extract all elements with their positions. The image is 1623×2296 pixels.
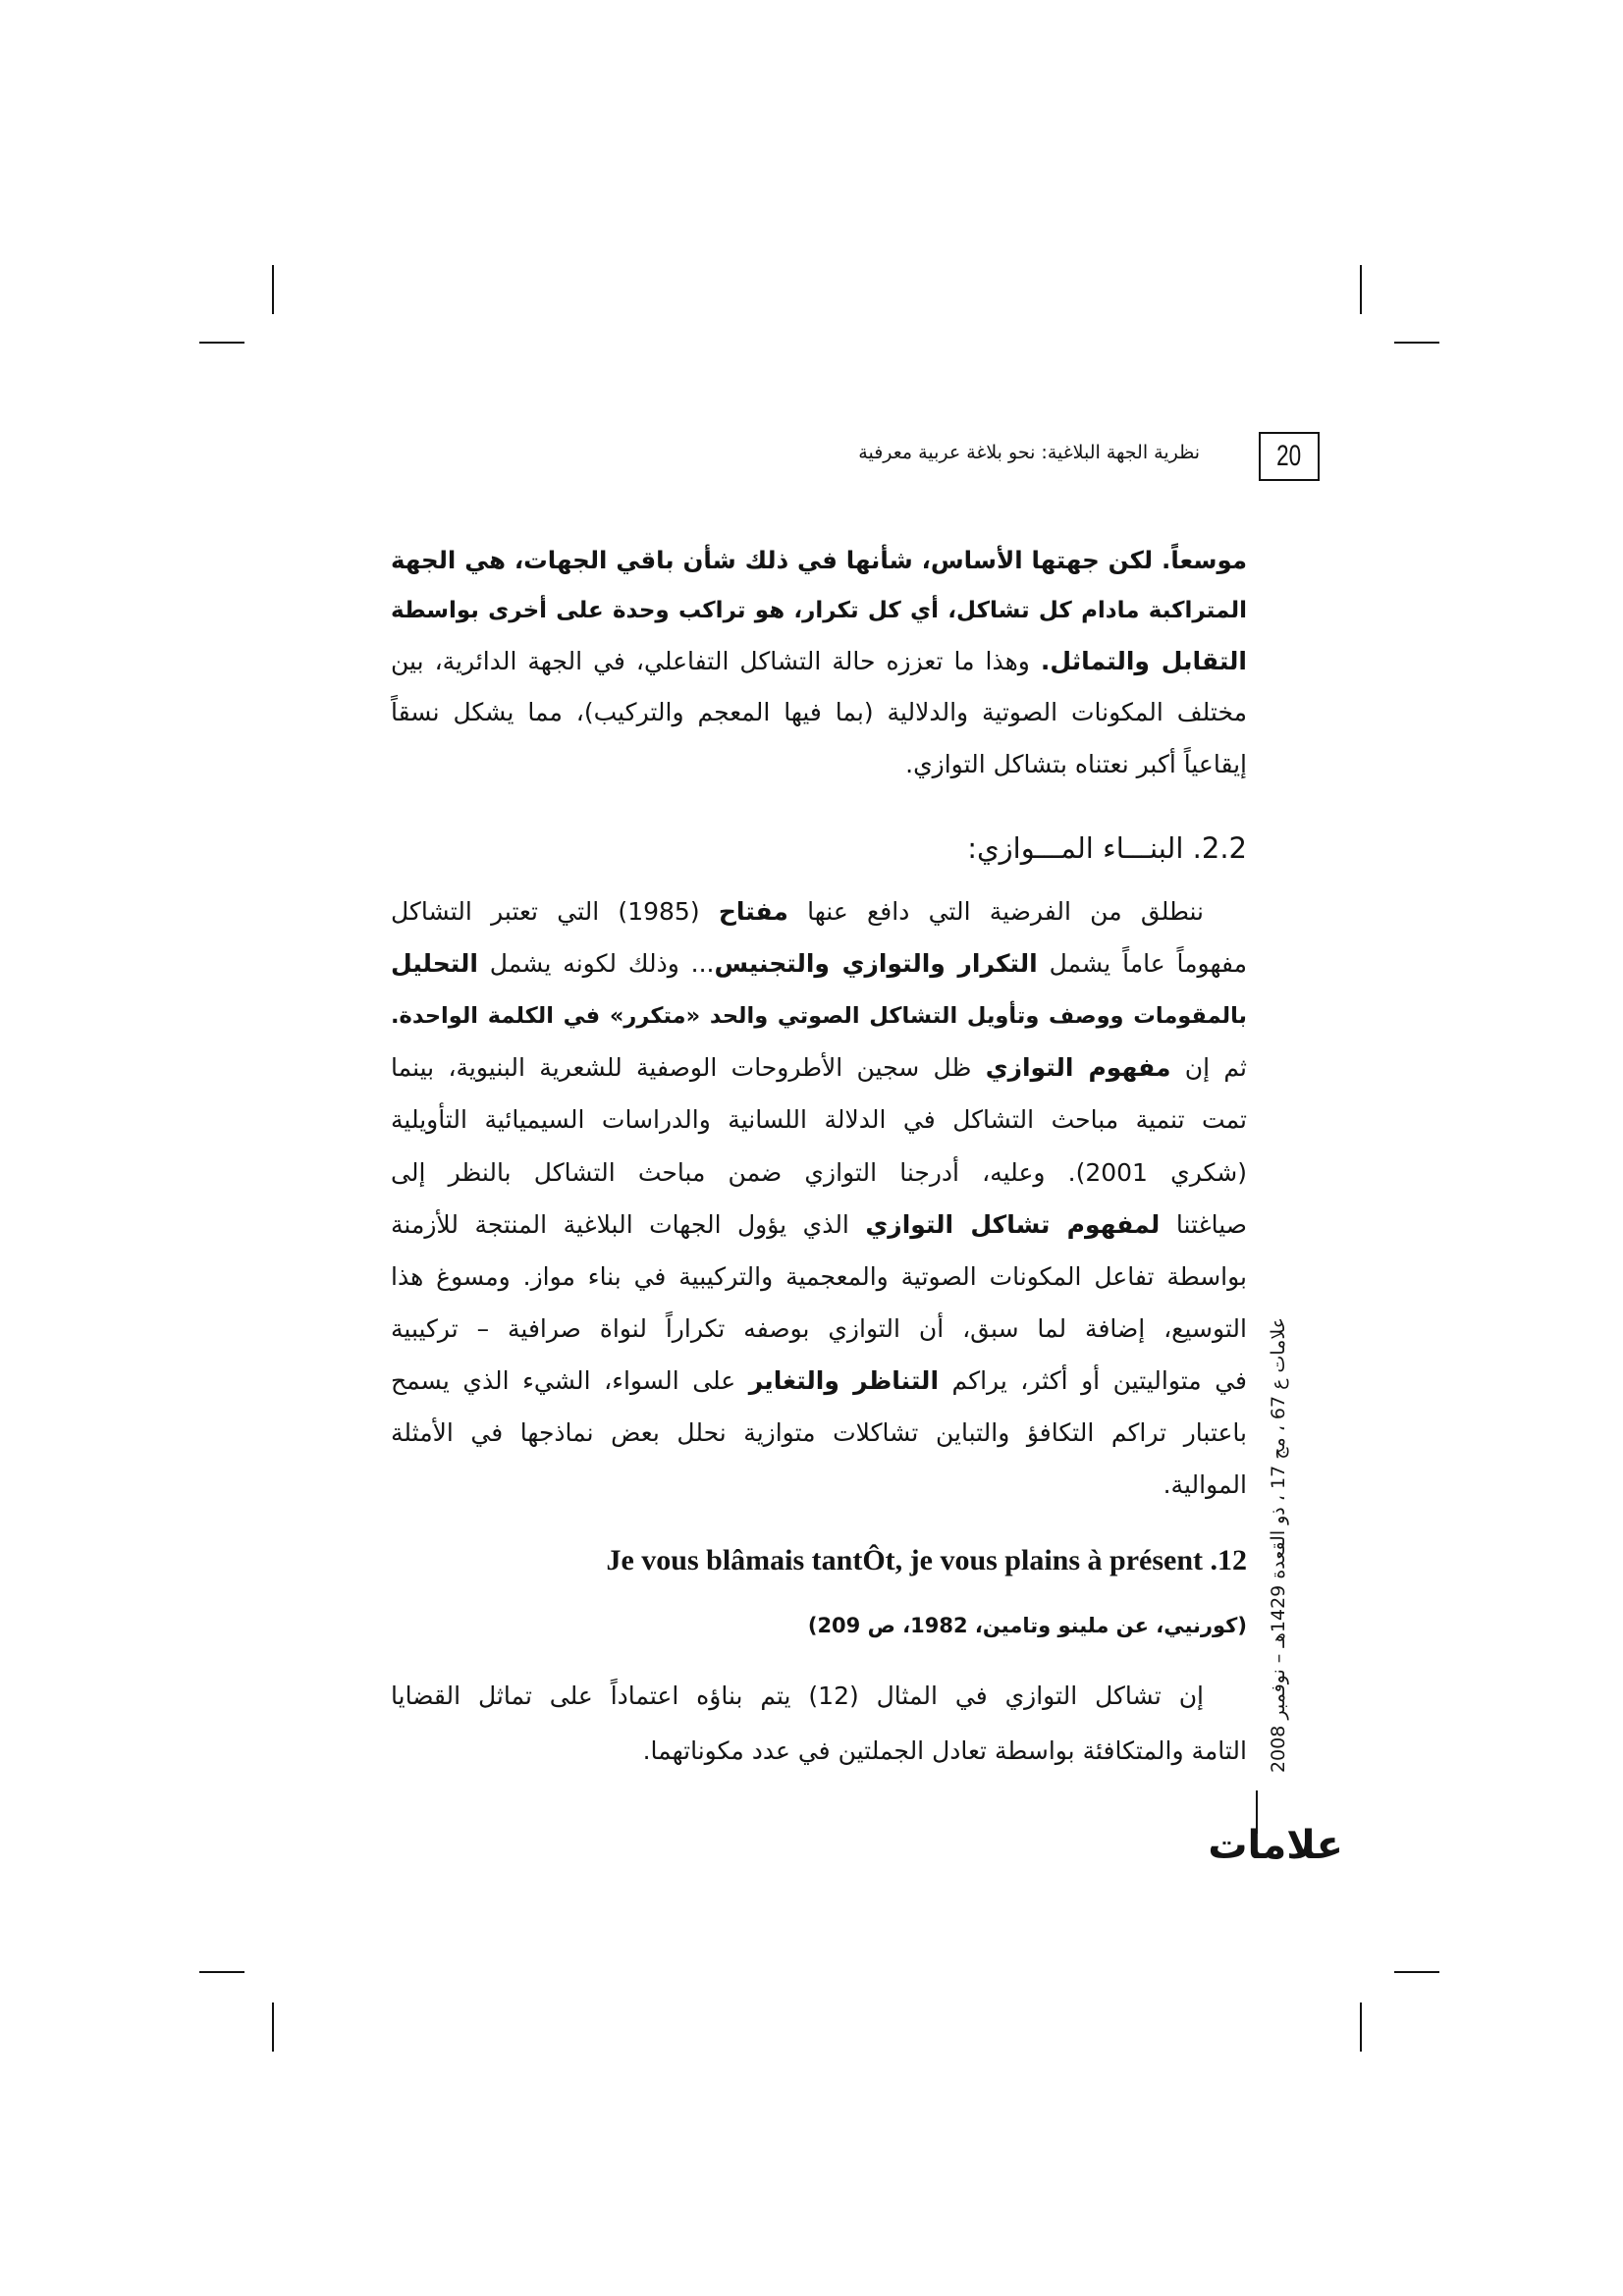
paragraph-2-line-1 (391, 889, 1247, 934)
paragraph-2-line-12 (391, 1463, 1247, 1508)
bold-term: التقابل والتماثل. (1040, 647, 1247, 675)
paragraph-2-line-2 (391, 941, 1247, 987)
text-run: موسعاً. لكن جهتها الأساس، شأنها في ذلك شأن باقي الجهات، هي الجهة (391, 546, 1247, 574)
crop-mark-bottom-right-horizontal (1394, 1971, 1439, 1973)
paragraph-2-line-10 (391, 1359, 1247, 1404)
text-run: إيقاعياً أكبر نعتناه بتشاكل التوازي. (905, 750, 1247, 778)
text-run: بالمقومات ووصف وتأويل التشاكل الصوتي والحد «متكرر» في الكلمة الواحدة. (391, 1003, 1247, 1029)
text-run: الموالية. (1163, 1470, 1247, 1499)
text-run: ظل سجين الأطروحات الوصفية للشعرية البنيوية، بينما (391, 1053, 986, 1082)
running-title: نظرية الجهة البلاغية: نحو بلاغة عربية معرفية (858, 442, 1200, 463)
crop-mark-bottom-right-vertical (1360, 2002, 1362, 2052)
text-run: على السواء، الشيء الذي يسمح (391, 1366, 749, 1395)
crop-mark-top-right-horizontal (1394, 342, 1439, 344)
paragraph-2-line-11 (391, 1411, 1247, 1456)
text-run: تمت تنمية مباحث التشاكل في الدلالة اللسانية والدراسات السيميائية التأويلية (391, 1105, 1247, 1134)
bold-term: لمفهوم تشاكل التوازي (865, 1210, 1161, 1239)
text-run: التامة والمتكافئة بواسطة تعادل الجملتين في عدد مكوناتهما. (642, 1736, 1247, 1765)
bold-term: مفهوم التوازي (985, 1053, 1171, 1082)
text-run: وهذا ما تعززه حالة التشاكل التفاعلي، في الجهة الدائرية، بين (391, 647, 1041, 675)
text-run: ثم إن (1170, 1053, 1247, 1082)
text-run: ننطلق من الفرضية التي دافع عنها (787, 897, 1204, 926)
text-run: صياغتنا (1160, 1210, 1247, 1239)
paragraph-2-line-4 (391, 1045, 1247, 1091)
paragraph-2-line-5 (391, 1097, 1247, 1143)
paragraph-3-line-2 (391, 1729, 1247, 1774)
paragraph-2-line-3 (391, 993, 1247, 1039)
bold-term: التناظر والتغاير (748, 1366, 940, 1395)
journal-issue-note: علامات ع 67 ، مج 17 ، ذو القعدة 1429هـ – نوفمبر 2008 (1268, 1316, 1289, 1774)
bold-term: مفتاح (718, 897, 788, 926)
paragraph-2-line-9 (391, 1307, 1247, 1352)
text-run: باعتبار تراكم التكافؤ والتباين تشاكلات متوازية نحلل بعض نماذجها في الأمثلة (391, 1418, 1247, 1447)
text-run: ... وذلك لكونه يشمل (477, 949, 715, 978)
paragraph-1-line-5 (391, 742, 1247, 787)
paragraph-3-line-1 (391, 1674, 1247, 1719)
text-run: (1985) التي تعتبر التشاكل (391, 897, 719, 926)
text-run: إن تشاكل التوازي في المثال (12) يتم بناؤه اعتماداً على تماثل القضايا (391, 1682, 1204, 1710)
crop-mark-bottom-left-horizontal (199, 1971, 244, 1973)
journal-logo: علامات (1208, 1823, 1343, 1868)
paragraph-2-line-6 (391, 1150, 1247, 1196)
bold-term: التكرار والتوازي والتجنيس (714, 949, 1038, 978)
text-run: المتراكبة مادام كل تشاكل، أي كل تكرار، هو تراكب وحدة على أخرى بواسطة (391, 598, 1247, 623)
bold-term: التحليل (391, 949, 478, 978)
paragraph-1-line-1 (391, 538, 1247, 583)
example-citation: (كورنيي، عن ملينو وتامين، 1982، ص 209) (807, 1614, 1247, 1637)
paragraph-2-line-7 (391, 1202, 1247, 1248)
text-run: في متواليتين أو أكثر، يراكم (939, 1366, 1248, 1395)
text-run: مفهوماً عاماً يشمل (1037, 949, 1248, 978)
page-number (1259, 432, 1320, 481)
text-run: الذي يؤول الجهات البلاغية المنتجة للأزمنة (391, 1210, 866, 1239)
text-run: بواسطة تفاعل المكونات الصوتية والمعجمية والتركيبية في بناء مواز. ومسوغ هذا (391, 1262, 1247, 1291)
paragraph-1-line-3 (391, 639, 1247, 684)
paragraph-1-line-2 (391, 588, 1247, 633)
section-heading: 2.2. البنـــاء المـــوازي: (967, 831, 1247, 865)
paragraph-1-line-4 (391, 690, 1247, 735)
example-sentence: Je vous blâmais tantÔt, je vous plains à présent .12 (606, 1544, 1247, 1576)
crop-mark-top-left-vertical (272, 265, 274, 314)
crop-mark-top-left-horizontal (199, 342, 244, 344)
crop-mark-top-right-vertical (1360, 265, 1362, 314)
paragraph-2-line-8 (391, 1255, 1247, 1300)
text-run: (شكري 2001). وعليه، أدرجنا التوازي ضمن مباحث التشاكل بالنظر إلى (391, 1158, 1247, 1187)
crop-mark-bottom-left-vertical (272, 2002, 274, 2052)
text-run: مختلف المكونات الصوتية والدلالية (بما فيها المعجم والتركيب)، مما يشكل نسقاً (391, 698, 1247, 726)
text-run: التوسيع، إضافة لما سبق، أن التوازي بوصفه تكراراً لنواة صرافية – تركيبية (391, 1314, 1247, 1343)
page-number-value: 20 (1276, 440, 1302, 472)
